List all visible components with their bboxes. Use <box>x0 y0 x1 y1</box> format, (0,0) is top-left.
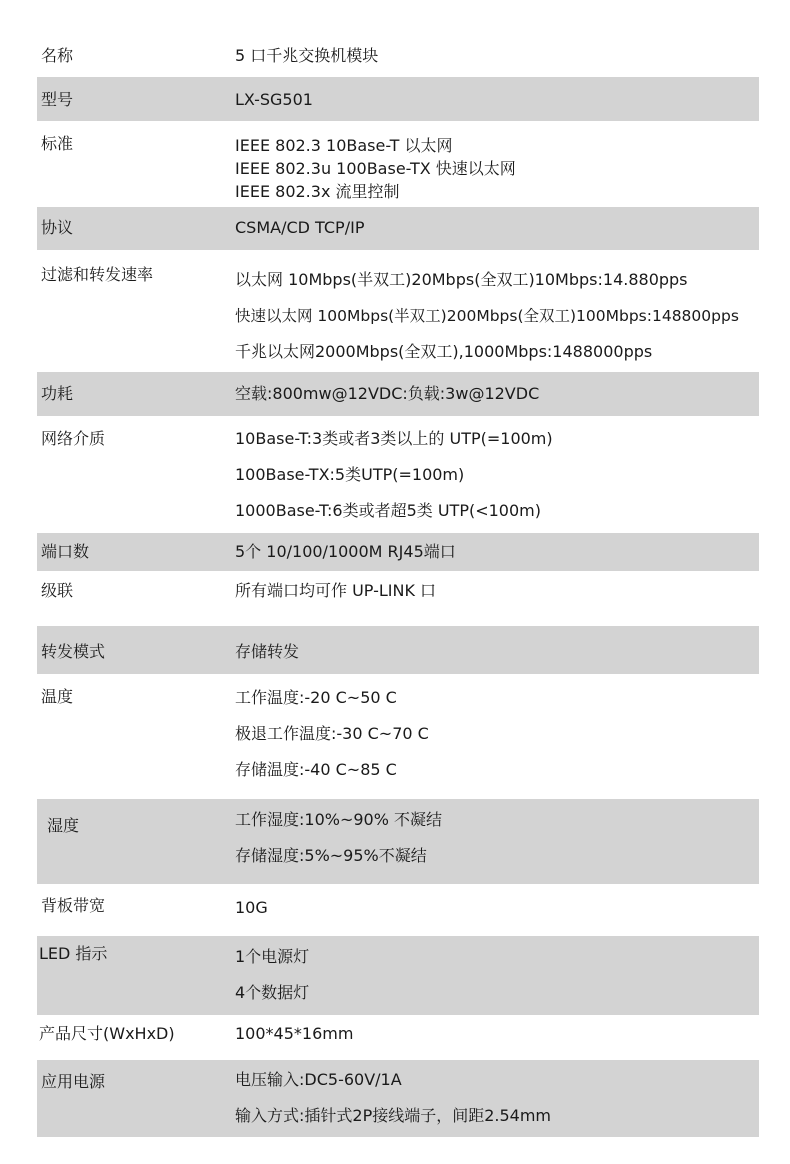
spec-label: 背板带宽 <box>41 896 106 915</box>
spec-row-standard <box>37 121 759 207</box>
spec-value: 空载:800mw@12VDC:负载:3w@12VDC <box>235 384 540 403</box>
spec-values <box>235 134 516 203</box>
spec-table <box>37 32 759 1137</box>
spec-row-backplane-bandwidth <box>37 884 759 936</box>
spec-row-power-consumption <box>37 372 759 416</box>
spec-row-cascade <box>37 571 759 626</box>
spec-values <box>235 46 378 66</box>
spec-values <box>235 384 539 404</box>
spec-row-forwarding-mode <box>37 626 759 674</box>
spec-values <box>235 1024 353 1044</box>
spec-value: 输入方式:插针式2P接线端子，间距2.54mm <box>235 1106 552 1125</box>
spec-label: LED 指示 <box>39 944 108 963</box>
spec-values <box>235 680 429 788</box>
spec-values <box>235 262 739 370</box>
spec-value: CSMA/CD TCP/IP <box>235 218 365 237</box>
spec-label: 湿度 <box>47 816 80 835</box>
spec-values <box>235 898 268 918</box>
spec-label: 应用电源 <box>41 1072 106 1091</box>
spec-value: 存储转发 <box>235 642 300 661</box>
spec-label: 功耗 <box>41 384 74 403</box>
spec-row-port-count <box>37 533 759 571</box>
spec-values <box>235 642 299 662</box>
spec-values <box>235 421 553 529</box>
spec-label: 端口数 <box>41 542 90 561</box>
spec-value: 千兆以太网2000Mbps(全双工),1000Mbps:1488000pps <box>235 342 653 361</box>
spec-values <box>235 542 456 562</box>
spec-value: 极退工作温度:-30 C~70 C <box>235 724 429 743</box>
spec-label: 型号 <box>41 90 74 109</box>
spec-value: LX-SG501 <box>235 90 313 109</box>
spec-label: 产品尺寸(WxHxD) <box>39 1024 175 1043</box>
spec-row-dimensions <box>37 1015 759 1060</box>
spec-row-led-indicator <box>37 936 759 1015</box>
spec-value: 5 口千兆交换机模块 <box>235 46 379 65</box>
spec-row-temperature <box>37 674 759 799</box>
spec-value: 1个电源灯 <box>235 947 310 966</box>
spec-values <box>235 939 309 1011</box>
spec-value: 4个数据灯 <box>235 983 310 1002</box>
spec-values <box>235 218 364 238</box>
spec-row-forwarding-rate <box>37 250 759 372</box>
spec-value: 5个 10/100/1000M RJ45端口 <box>235 542 456 561</box>
spec-value: IEEE 802.3u 100Base-TX 快速以太网 <box>235 159 516 178</box>
spec-row-power-supply <box>37 1060 759 1137</box>
spec-label: 级联 <box>41 581 74 600</box>
spec-label: 标准 <box>41 134 74 153</box>
spec-value: 100Base-TX:5类UTP(=100m) <box>235 465 465 484</box>
spec-values <box>235 90 313 110</box>
spec-values <box>235 581 436 601</box>
spec-value: 10G <box>235 898 268 917</box>
spec-value: 100*45*16mm <box>235 1024 354 1043</box>
spec-value: 以太网 10Mbps(半双工)20Mbps(全双工)10Mbps:14.880pps <box>235 270 688 289</box>
spec-label: 过滤和转发速率 <box>41 265 154 284</box>
spec-label: 协议 <box>41 218 74 237</box>
spec-label: 网络介质 <box>41 429 106 448</box>
spec-value: 存储温度:-40 C~85 C <box>235 760 397 779</box>
spec-row-network-media <box>37 416 759 533</box>
spec-row-model <box>37 77 759 121</box>
spec-label: 转发模式 <box>41 642 106 661</box>
spec-value: 存储湿度:5%~95%不凝结 <box>235 846 427 865</box>
spec-value: 10Base-T:3类或者3类以上的 UTP(=100m) <box>235 429 553 448</box>
spec-row-humidity <box>37 799 759 884</box>
spec-value: 工作温度:-20 C~50 C <box>235 688 397 707</box>
spec-label: 名称 <box>41 46 74 65</box>
spec-value: IEEE 802.3 10Base-T 以太网 <box>235 136 453 155</box>
spec-label: 温度 <box>41 687 74 706</box>
spec-value: 所有端口均可作 UP-LINK 口 <box>235 581 437 600</box>
spec-values <box>235 802 442 874</box>
spec-value: 工作湿度:10%~90% 不凝结 <box>235 810 443 829</box>
spec-value: 电压输入:DC5-60V/1A <box>235 1070 402 1089</box>
spec-value: 快速以太网 100Mbps(半双工)200Mbps(全双工)100Mbps:148800pps <box>235 307 739 325</box>
spec-value: IEEE 802.3x 流里控制 <box>235 182 400 201</box>
spec-value: 1000Base-T:6类或者超5类 UTP(<100m) <box>235 501 541 520</box>
spec-row-name <box>37 32 759 77</box>
spec-row-protocol <box>37 207 759 250</box>
spec-values <box>235 1062 551 1134</box>
